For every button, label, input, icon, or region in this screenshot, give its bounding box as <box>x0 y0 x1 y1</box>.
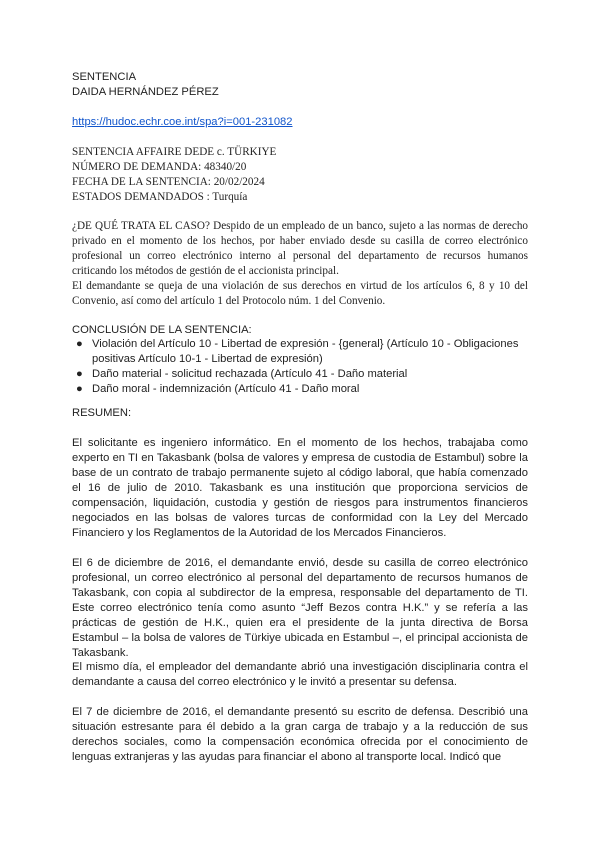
complaint-paragraph: El demandante se queja de una violación de sus derechos en virtud de los artículos 6, 8 y 10 del Convenio, así como del artículo 1 del Protocolo núm. 1 del Convenio. <box>72 280 528 307</box>
conclusion-heading: CONCLUSIÓN DE LA SENTENCIA: <box>72 324 252 336</box>
summary-heading: RESUMEN: <box>72 407 132 419</box>
case-title: SENTENCIA AFFAIRE DEDE c. TÜRKIYE <box>72 146 277 158</box>
case-question: ¿DE QUÉ TRATA EL CASO? <box>72 220 210 232</box>
states-value: Turquía <box>212 191 248 203</box>
judgment-date: FECHA DE LA SENTENCIA: 20/02/2024 <box>72 176 265 188</box>
bullet-icon: ● <box>76 368 83 380</box>
case-question-paragraph <box>72 219 528 279</box>
conclusion-item: ● Violación del Artículo 10 - Libertad de expresión - {general} (Artículo 10 - Obligaciones positivas Artículo 10-1 - Libertad de expresión) <box>76 338 519 365</box>
respondent-states <box>72 190 528 205</box>
doc-type: SENTENCIA <box>72 71 137 83</box>
bullet-icon: ● <box>76 383 83 395</box>
source-link-block <box>72 115 528 130</box>
application-number: NÚMERO DE DEMANDA: 48340/20 <box>72 161 247 173</box>
summary-paragraph-4: El 7 de diciembre de 2016, el demandante presentó su escrito de defensa. Describió una situación estresante para él debido a la gran carga de trabajo y a la reducción de sus derechos sociales, como la compensación económica ofrecida por el conocimiento de lenguas extranjeras y las ayudas para financiar el abono al transporte local. Indicó que <box>72 706 528 763</box>
bullet-icon: ● <box>76 338 83 350</box>
summary-paragraph-2: El 6 de diciembre de 2016, el demandante envió, desde su casilla de correo electrónico profesional, un correo electrónico al personal del departamento de recursos humanos de Takasbank, con copia al subdirector de la empresa, responsable del departamento de TI. Este correo electrónico tenía como asunto “Jeff Bezos contra H.K.” y se refería a las prácticas de gestión de H.K., quien era el presidente de la junta directiva de Borsa Estambul – la bolsa de valores de Türkiye ubicada en Estambul –, el principal accionista de Takasbank. <box>72 557 528 659</box>
case-description: Despido de un empleado de un banco, sujeto a las normas de derecho privado en el momento de los hechos, por haber enviado desde su casilla de correo electrónico profesional un correo electrónico interno al personal del departamento de recursos humanos criticando los métodos de gestión de el accionista principal. <box>72 220 529 277</box>
summary-paragraph-3: El mismo día, el empleador del demandante abrió una investigación disciplinaria contra el demandante a causa del correo electrónico y le invitó a presentar su defensa. <box>72 661 528 688</box>
conclusion-item: ● Daño material - solicitud rechazada (Artículo 41 - Daño material <box>76 368 408 380</box>
case-summary <box>72 219 528 309</box>
document-header <box>72 70 528 100</box>
summary-paragraph-1: El solicitante es ingeniero informático. En el momento de los hechos, trabajaba como experto en TI en Takasbank (bolsa de valores y empresa de custodia de Estambul) sobre la base de un contrato de trabajo permanente sujeto al código laboral, que había comenzado el 16 de julio de 2010. Takasbank es una institución que proporciona servicios de compensación, liquidación, custodia y gestión de riesgos para instrumentos financieros negociados en las bolsas de valores turcas de conformidad con la Ley del Mercado Financiero y los Reglamentos de la Autoridad de los Mercados Financieros. <box>72 437 528 539</box>
author-name: DAIDA HERNÁNDEZ PÉREZ <box>72 86 219 98</box>
conclusion-list <box>72 337 528 397</box>
source-link[interactable]: https://hudoc.echr.coe.int/spa?i=001-231082 <box>72 116 293 128</box>
conclusion-item: ● Daño moral - indemnización (Artículo 41 - Daño moral <box>76 383 360 395</box>
case-info <box>72 145 528 205</box>
states-label: ESTADOS DEMANDADOS : <box>72 191 210 203</box>
